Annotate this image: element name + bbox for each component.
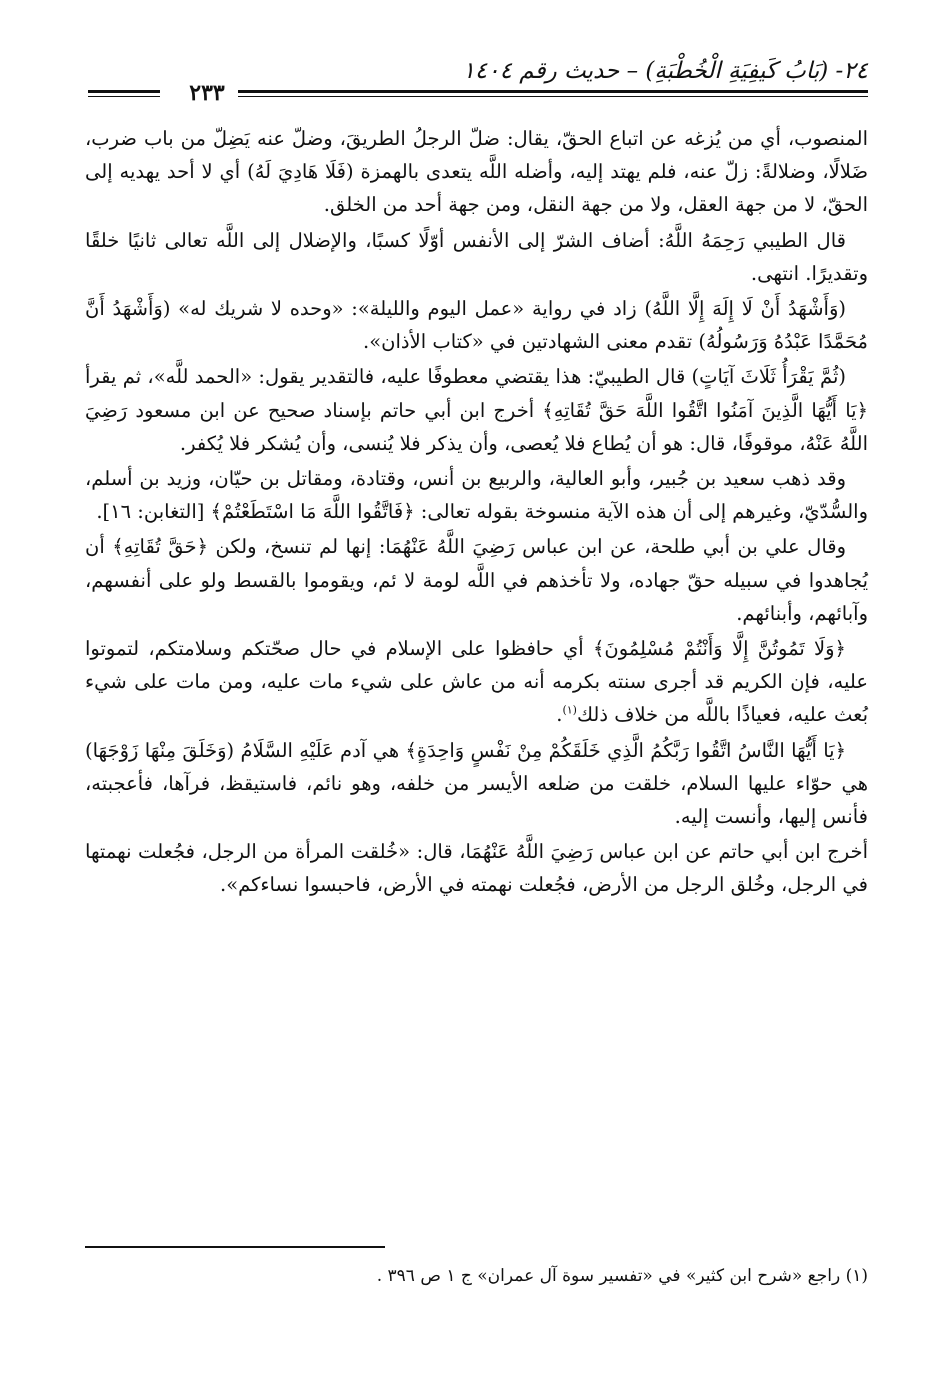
paragraph: وقال علي بن أبي طلحة، عن ابن عباس رَضِيَ اللَّهُ عَنْهُمَا: إنها لم تنسخ، ولكن ﴿حَقَّ تُقَاتِهِ﴾ أن يُجاهدوا في سبيله حقّ جهاده، ولا تأخذهم في اللَّه لومة لا ئم، ويقوموا بالقسط ولو على أنفسهم، وآبائهم، وأبنائهم. [85,535,868,625]
paragraph: المنصوب، أي من يُزغه عن اتباع الحقّ، يقال: ضلّ الرجلُ الطريقَ، وضلّ عنه يَضِلّ من باب ضرب، ضَلالًا، وضلالةً: زلّ عنه، فلم يهتد إليه، وأضله اللَّه يتعدى بالهمزة (فَلَا هَادِيَ لَهُ) أي لا أحد يهديه إلى الحقّ، لا من جهة العقل، ولا من جهة النقل، ومن جهة أحد من الخلق. [85,127,868,217]
paragraph-with-footnote [85,632,868,732]
paragraph-end: . [556,703,563,727]
footnote-marker: (١) [562,703,577,717]
paragraph: ﴿يَا أَيُّهَا النَّاسُ اتَّقُوا رَبَّكُمُ الَّذِي خَلَقَكُمْ مِنْ نَفْسٍ وَاحِدَةٍ﴾ هي آدم عَلَيْهِ السَّلَامُ (وَخَلَقَ مِنْهَا زَوْجَهَا) هي حوّاء عليها السلام، خلقت من ضلعه الأيسر من خلفه، وهو نائم، فاستيقظ، فرآها، فأعجبته، فأنس إليها، وأنست إليه. [85,738,868,829]
paragraph: (ثُمَّ يَقْرَأُ ثَلَاثَ آيَاتٍ) قال الطيبيّ: هذا يقتضي معطوفًا عليه، فالتقدير يقول: «الحمد للَّه»، ثم يقرأ ﴿يَا أَيُّهَا الَّذِينَ آمَنُوا اتَّقُوا اللَّهَ حَقَّ تُقَاتِهِ﴾ أخرج ابن أبي حاتم بإسناد صحيح عن ابن مسعود رَضِيَ اللَّهُ عَنْهُ، موقوفًا، قال: هو أن يُطاع فلا يُعصى، وأن يذكر فلا يُنسى، وأن يُشكر فلا يُكفر. [85,365,868,455]
page-number: ٢٣٣ [189,80,225,106]
running-header [88,58,868,108]
paragraph: وقد ذهب سعيد بن جُبير، وأبو العالية، والربيع بن أنس، وقتادة، ومقاتل بن حيّان، وزيد بن أسلم، والسُّدّيّ، وغيرهم إلى أن هذه الآية منسوخة بقوله تعالى: ﴿فَاتَّقُوا اللَّهَ مَا اسْتَطَعْتُمْ﴾ [التغابن: ١٦]. [85,467,868,524]
footnote-divider [85,1246,385,1248]
header-rule [238,90,868,97]
header-rule-short [88,90,160,97]
main-text [85,122,868,904]
paragraph: (وَأَشْهَدُ أَنْ لَا إِلَهَ إِلَّا اللَّهُ) زاد في رواية «عمل اليوم والليلة»: «وحده لا شريك له» (وَأَشْهَدُ أَنَّ مُحَمَّدًا عَبْدُهُ وَرَسُولُهُ) تقدم معنى الشهادتين في «كتاب الأذان». [85,297,868,354]
header-title: ٢٤- (بَابُ كَيفِيَةِ الْخُطْبَةِ) – حديث رقم ١٤٠٤ [462,58,868,84]
paragraph: قال الطيبي رَحِمَهُ اللَّهُ: أضاف الشرّ إلى الأنفس أوّلًا كسبًا، والإضلال إلى اللَّه تعالى ثانيًا خلقًا وتقديرًا. انتهى. [85,228,868,285]
footnote: (١) راجع «شرح ابن كثير» في «تفسير سوة آل عمران» ج ١ ص ٣٩٦ . [376,1266,868,1286]
paragraph: أخرج ابن أبي حاتم عن ابن عباس رَضِيَ اللَّهُ عَنْهُمَا، قال: «خُلقت المرأة من الرجل، فجُعلت نهمتها في الرجل، وخُلق الرجل من الأرض، فجُعلت نهمته في الأرض، فاحبسوا نساءكم». [85,840,868,897]
paragraph-text: ﴿وَلَا تَمُوتُنَّ إِلَّا وَأَنْتُمْ مُسْلِمُونَ﴾ أي حافظوا على الإسلام في حال صحّتكم وسلامتكم، لتموتوا عليه، فإن الكريم قد أجرى سنته بكرمه أنه من عاش على شيء مات عليه، ومن مات على شيء بُعث عليه، فعياذًا باللَّه من خلاف ذلك [85,637,868,727]
